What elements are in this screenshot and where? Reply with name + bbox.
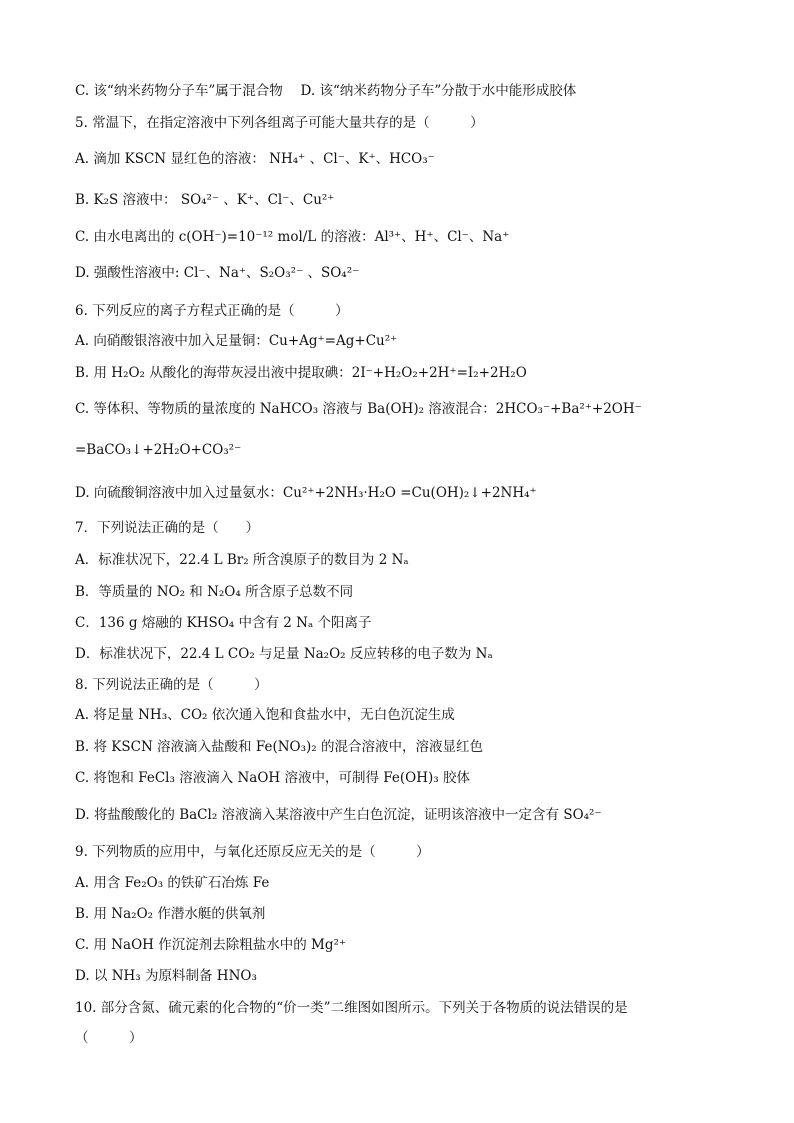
q9-option-c: C. 用 NaOH 作沉淀剂去除粗盐水中的 Mg²⁺ (75, 937, 347, 953)
q7-option-d: D．标准状况下，22.4 L CO₂ 与足量 Na₂O₂ 反应转移的电子数为 Nₐ (75, 646, 493, 662)
q5-stem: 5. 常温下，在指定溶液中下列各组离子可能大量共存的是（ ） (75, 115, 484, 131)
q7-stem: 7．下列说法正确的是（ ） (75, 520, 260, 536)
q9-option-d: D. 以 NH₃ 为原料制备 HNO₃ (75, 968, 257, 984)
q10-stem: 10. 部分含氮、硫元素的化合物的“价一类”二维图如图所示。下列关于各物质的说法错误的是 (75, 1000, 628, 1016)
q6-option-a: A. 向硝酸银溶液中加入足量铜：Cu+Ag⁺=Ag+Cu²⁺ (75, 333, 398, 349)
q10-stem-cont: （ ） (75, 1030, 143, 1046)
q8-option-a: A. 将足量 NH₃、CO₂ 依次通入饱和食盐水中，无白色沉淀生成 (75, 707, 455, 723)
q6-option-d: D. 向硫酸铜溶液中加入过量氨水：Cu²⁺+2NH₃·H₂O =Cu(OH)₂↓+2NH₄⁺ (75, 485, 537, 501)
q8-option-c: C. 将饱和 FeCl₃ 溶液滴入 NaOH 溶液中，可制得 Fe(OH)₃ 胶体 (75, 770, 470, 786)
q5-option-d: D. 强酸性溶液中: Cl⁻、Na⁺、S₂O₃²⁻ 、SO₄²⁻ (75, 265, 360, 281)
q6-stem: 6. 下列反应的离子方程式正确的是（ ） (75, 303, 349, 319)
q9-option-a: A. 用含 Fe₂O₃ 的铁矿石冶炼 Fe (75, 875, 270, 891)
q5-option-c: C. 由水电离出的 c(OH⁻)=10⁻¹² mol/L 的溶液：Al³⁺、H⁺、Cl⁻、Na⁺ (75, 229, 510, 245)
q7-option-a: A．标准状况下，22.4 L Br₂ 所含溴原子的数目为 2 Nₐ (75, 552, 409, 568)
q4-options-cd: C. 该“纳米药物分子车”属于混合物 D. 该“纳米药物分子车”分散于水中能形成胶体 (75, 83, 577, 99)
q8-stem: 8. 下列说法正确的是（ ） (75, 677, 268, 693)
q8-option-d: D. 将盐酸酸化的 BaCl₂ 溶液滴入某溶液中产生白色沉淀，证明该溶液中一定含有 SO₄²⁻ (75, 807, 602, 823)
q5-option-b: B. K₂S 溶液中： SO₄²⁻ 、K⁺、Cl⁻、Cu²⁺ (75, 192, 335, 208)
q8-option-b: B. 将 KSCN 溶液滴入盐酸和 Fe(NO₃)₂ 的混合溶液中，溶液显红色 (75, 739, 483, 755)
q9-option-b: B. 用 Na₂O₂ 作潜水艇的供氧剂 (75, 906, 266, 922)
q7-option-c: C．136 g 熔融的 KHSO₄ 中含有 2 Nₐ 个阳离子 (75, 615, 372, 631)
q6-option-c: C. 等体积、等物质的量浓度的 NaHCO₃ 溶液与 Ba(OH)₂ 溶液混合：2HCO₃⁻+Ba²⁺+2OH⁻ (75, 401, 642, 417)
q6-option-c-cont: =BaCO₃↓+2H₂O+CO₃²⁻ (75, 442, 242, 458)
q5-option-a: A. 滴加 KSCN 显红色的溶液： NH₄⁺ 、Cl⁻、K⁺、HCO₃⁻ (75, 151, 435, 167)
q6-option-b: B. 用 H₂O₂ 从酸化的海带灰浸出液中提取碘：2I⁻+H₂O₂+2H⁺=I₂+2H₂O (75, 365, 527, 381)
q9-stem: 9. 下列物质的应用中，与氧化还原反应无关的是（ ） (75, 844, 430, 860)
q7-option-b: B．等质量的 NO₂ 和 N₂O₄ 所含原子总数不同 (75, 584, 354, 600)
